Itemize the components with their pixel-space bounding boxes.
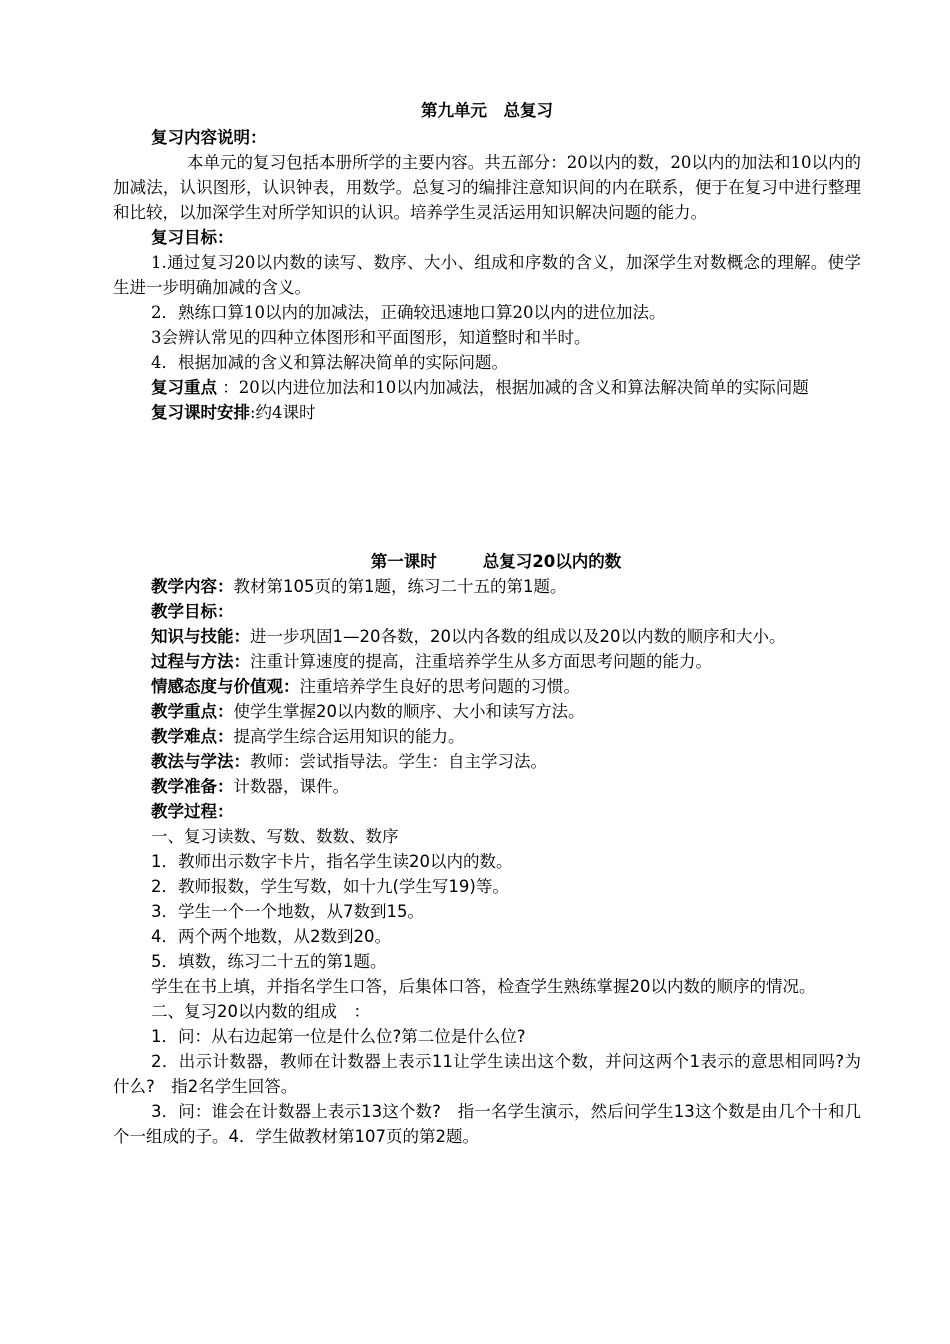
teaching-focus-paragraph [113,699,861,724]
teaching-approach-label: 教法与学法： [151,752,250,771]
teaching-focus-text: 使学生掌握20以内数的顺序、大小和读写方法。 [233,702,585,721]
teaching-focus-label: 教学重点： [151,702,234,721]
unit-title: 第九单元 总复习 [421,101,553,120]
teaching-goal-heading [113,599,861,624]
teaching-difficulty-label: 教学难点： [151,727,234,746]
lesson-section [113,549,861,1149]
attitude-text: 注重培养学生良好的思考问题的习惯。 [299,677,580,696]
part1-step-1: 1．教师出示数字卡片，指名学生读20以内的数。 [151,852,513,871]
teaching-approach-paragraph [113,749,861,774]
method-label: 过程与方法： [151,652,250,671]
part1-step-4: 4．两个两个地数，从2数到20。 [151,927,391,946]
part1-title: 一、复习读数、写数、数数、数序 [151,827,399,846]
method-text: 注重计算速度的提高，注重培养学生从多方面思考问题的能力。 [250,652,712,671]
review-hours-text: :约4课时 [250,403,316,422]
review-content-label: 复习内容说明： [151,128,267,147]
review-goal-2: 2．熟练口算10以内的加减法，正确较迅速地口算20以内的进位加法。 [151,303,666,322]
skill-text: 进一步巩固1—20各数，20以内各数的组成以及20以内数的顺序和大小。 [250,627,786,646]
review-focus-text: ：20以内进位加法和10以内加减法，根据加减的含义和算法解决简单的实际问题 [222,378,809,397]
teaching-prep-paragraph [113,774,861,799]
review-goal-3: 3会辨认常见的四种立体图形和平面图形，知道整时和半时。 [151,328,591,347]
part1-step-2: 2．教师报数，学生写数，如十九(学生写19)等。 [151,877,509,896]
teaching-difficulty-text: 提高学生综合运用知识的能力。 [233,727,465,746]
part2-step-3: 3．问：谁会在计数器上表示13这个数? 指一名学生演示，然后问学生13这个数是由几个十和几个一组成的子。4．学生做教材第107页的第2题。 [113,1102,861,1146]
review-hours-label: 复习课时安排 [151,403,250,422]
skill-label: 知识与技能： [151,627,250,646]
part1-note: 学生在书上填，并指名学生口答，后集体口答，检查学生熟练掌握20以内数的顺序的情况。 [151,977,816,996]
teaching-content-text: 教材第105页的第1题，练习二十五的第1题。 [233,577,567,596]
review-content-heading [113,125,861,150]
part2-step-2: 2．出示计数器，教师在计数器上表示11让学生读出这个数，并问这两个1表示的意思相同吗?为什么? 指2名学生回答。 [113,1052,861,1096]
skill-paragraph [113,624,861,649]
attitude-paragraph [113,674,861,699]
review-goal-1: 1.通过复习20以内数的读写、数序、大小、组成和序数的含义，加深学生对数概念的理解。使学生进一步明确加减的含义。 [113,253,861,297]
teaching-process-heading [113,799,861,824]
lesson-title [113,549,861,574]
teaching-prep-label: 教学准备： [151,777,234,796]
part2-title: 二、复习20以内数的组成 ： [151,1002,370,1021]
lesson-title-right: 总复习20以内的数 [482,552,622,571]
teaching-approach-text: 教师：尝试指导法。学生：自主学习法。 [250,752,547,771]
lesson-title-left: 第一课时 [370,552,437,571]
method-paragraph [113,649,861,674]
part1-step-5: 5．填数，练习二十五的第1题。 [151,952,387,971]
review-hours-paragraph [113,400,861,425]
review-focus-label: 复习重点 [151,378,217,397]
teaching-goal-label: 教学目标： [151,602,234,621]
attitude-label: 情感态度与价值观： [151,677,300,696]
section-spacer [113,425,861,549]
review-focus-paragraph [113,375,861,400]
part2-step-1: 1．问：从右边起第一位是什么位?第二位是什么位? [151,1027,526,1046]
part1-step-3: 3．学生一个一个地数，从7数到15。 [151,902,424,921]
teaching-content-paragraph [113,574,861,599]
teaching-difficulty-paragraph [113,724,861,749]
teaching-prep-text: 计数器，课件。 [233,777,349,796]
review-goals-label: 复习目标： [151,228,234,247]
review-content-paragraph: 本单元的复习包括本册所学的主要内容。共五部分：20以内的数，20以内的加法和10以内的加减法，认识图形，认识钟表，用数学。总复习的编排注意知识间的内在联系，便于在复习中进行整理和比较，以加深学生对所学知识的认识。培养学生灵活运用知识解决问题的能力。 [113,153,861,222]
document-body [113,98,861,1149]
teaching-content-label: 教学内容： [151,577,234,596]
teaching-process-label: 教学过程： [151,802,234,821]
review-goal-4: 4．根据加减的含义和算法解决简单的实际问题。 [151,353,508,372]
review-goals-heading [113,225,861,250]
